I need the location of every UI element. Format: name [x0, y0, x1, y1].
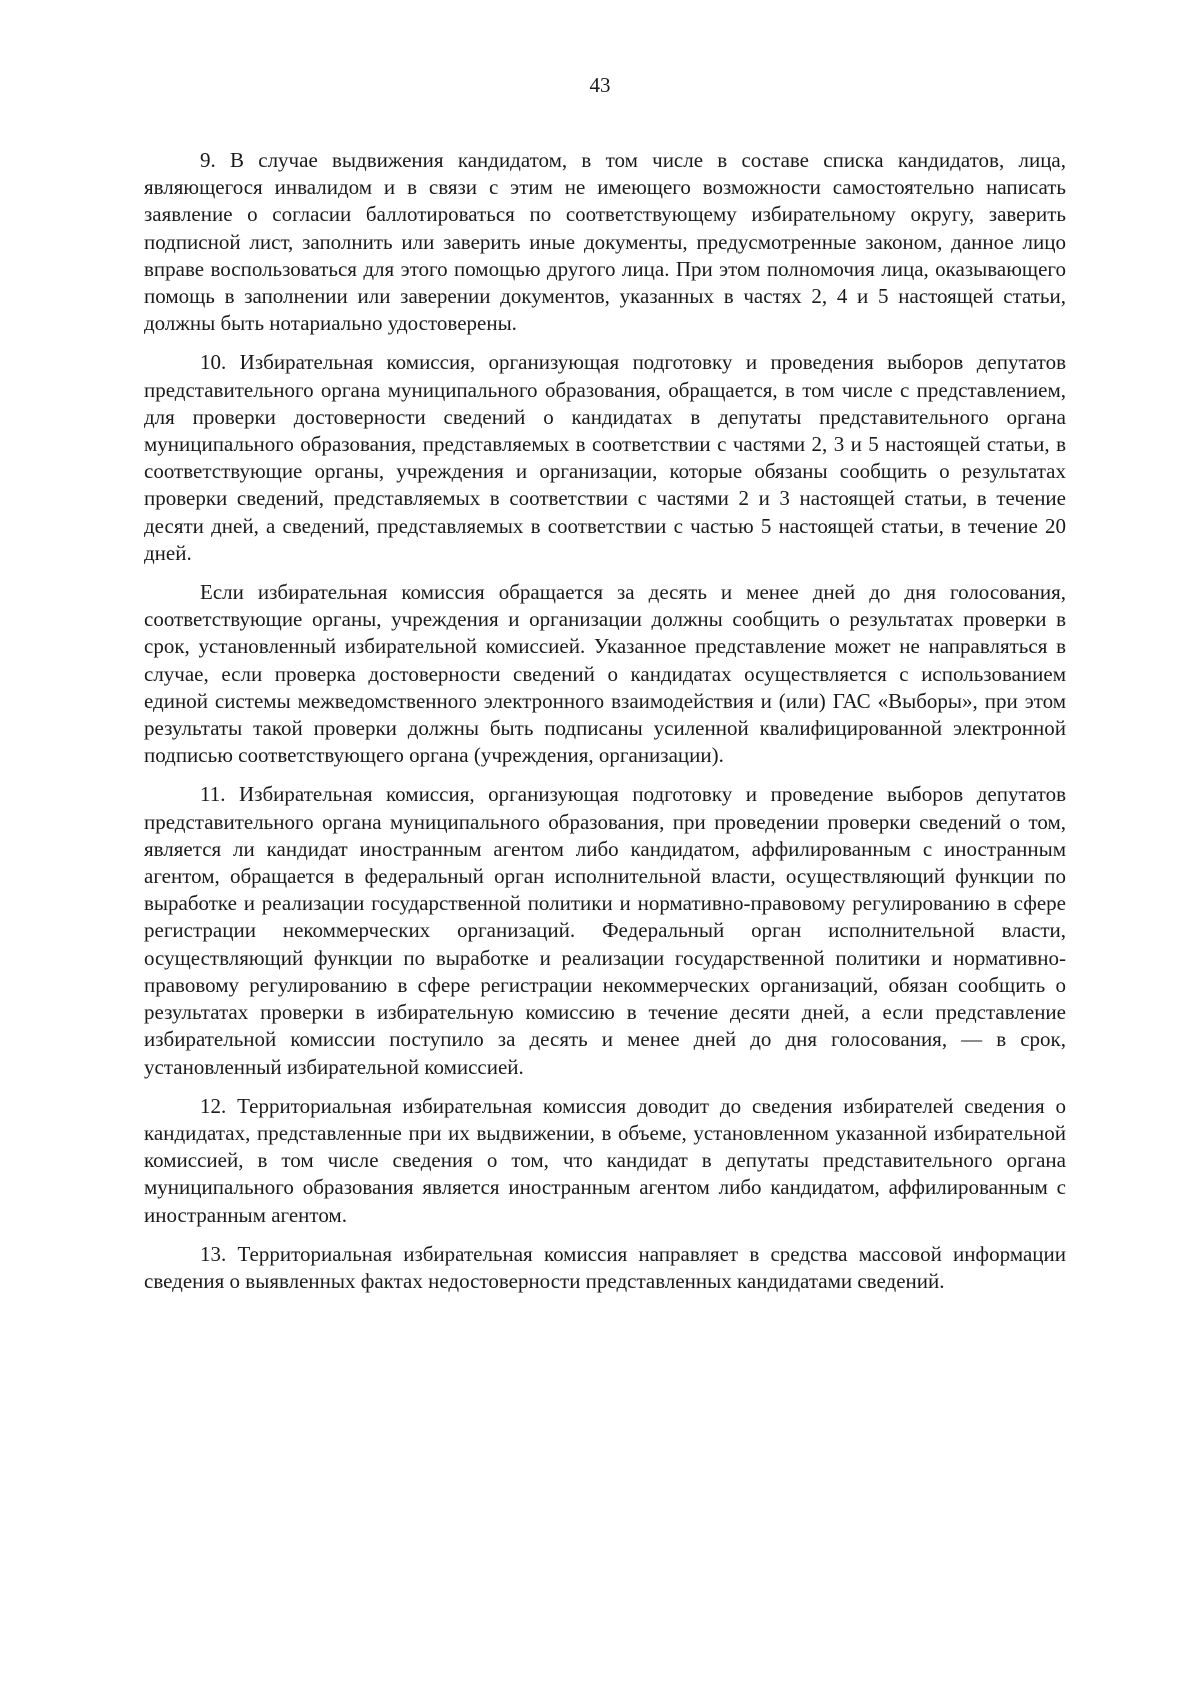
paragraph-10-continuation: Если избирательная комиссия обращается за десять и менее дней до дня голосования, соответствующие органы, учреждения и организации должны сообщить о результатах проверки в срок, установленный избирательной комиссией. Указанное представление может не направляться в случае, если проверка достоверности сведений о кандидатах осуществляется с использованием единой системы межведомственного электронного взаимодействия и (или) ГАС «Выборы», при этом результаты такой проверки должны быть подписаны усиленной квалифицированной электронной подписью соответствующего органа (учреждения, организации). — [144, 580, 1066, 768]
paragraph-12: 12. Территориальная избирательная комиссия доводит до сведения избирателей сведения о кандидатах, представленные при их выдвижении, в объеме, установленном указанной избирательной комиссией, в том числе сведения о том, что кандидат в депутаты представительного органа муниципального образования является иностранным агентом либо кандидатом, аффилированным с иностранным агентом. — [144, 1093, 1066, 1227]
paragraph-13: 13. Территориальная избирательная комиссия направляет в средства массовой информации сведения о выявленных фактах недостоверности представленных кандидатами сведений. — [144, 1241, 1066, 1293]
paragraph-11: 11. Избирательная комиссия, организующая подготовку и проведение выборов депутатов представительного органа муниципального образования, при проведении проверки сведений о том, является ли кандидат иностранным агентом либо кандидатом, аффилированным с иностранным агентом, обращается в федеральный орган исполнительной власти, осуществляющий функции по выработке и реализации государственной политики и нормативно-правовому регулированию в сфере регистрации некоммерческих организаций. Федеральный орган исполнительной власти, осуществляющий функции по выработке и реализации государственной политики и нормативно-правовому регулированию в сфере регистрации некоммерческих организаций, обязан сообщить о результатах проверки в избирательную комиссию в течение десяти дней, а если представление избирательной комиссии поступило за десять и менее дней до дня голосования, — в срок, установленный избирательной комиссией. — [144, 782, 1066, 1079]
paragraph-10: 10. Избирательная комиссия, организующая подготовку и проведения выборов депутатов представительного органа муниципального образования, обращается, в том числе с представлением, для проверки достоверности сведений о кандидатах в депутаты представительного органа муниципального образования, представляемых в соответствии с частями 2, 3 и 5 настоящей статьи, в соответствующие органы, учреждения и организации, которые обязаны сообщить о результатах проверки сведений, представляемых в соответствии с частями 2 и 3 настоящей статьи, в течение десяти дней, а сведений, представляемых в соответствии с частью 5 настоящей статьи, в течение 20 дней. — [144, 350, 1066, 565]
page-number: 43 — [589, 73, 611, 97]
paragraph-9: 9. В случае выдвижения кандидатом, в том числе в составе списка кандидатов, лица, являющегося инвалидом и в связи с этим не имеющего возможности самостоятельно написать заявление о согласии баллотироваться по соответствующему избирательному округу, заверить подписной лист, заполнить или заверить иные документы, предусмотренные законом, данное лицо вправе воспользоваться для этого помощью другого лица. При этом полномочия лица, оказывающего помощь в заполнении или заверении документов, указанных в частях 2, 4 и 5 настоящей статьи, должны быть нотариально удостоверены. — [144, 148, 1066, 336]
document-body — [144, 147, 1066, 1307]
